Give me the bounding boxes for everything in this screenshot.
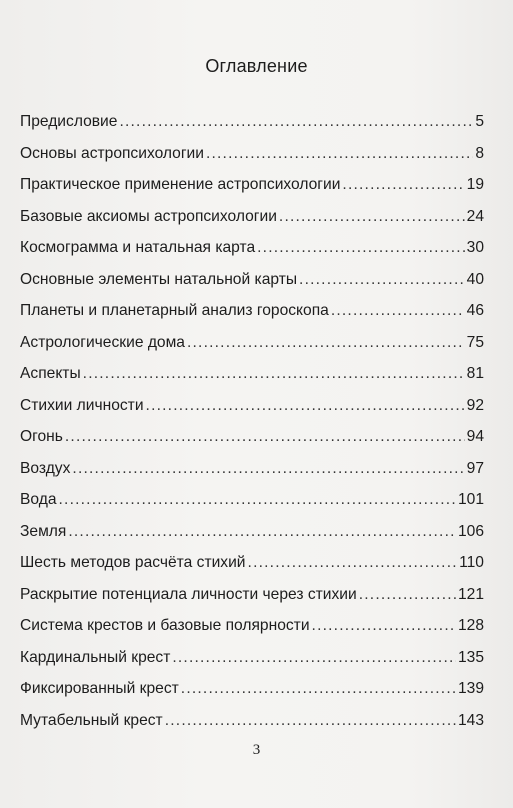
toc-entry-page: 75 bbox=[466, 333, 484, 351]
toc-entry-page: 94 bbox=[466, 428, 484, 445]
toc-entry-page: 143 bbox=[457, 711, 484, 729]
dot-leader bbox=[165, 712, 456, 730]
toc-entry-title: Шесть методов расчёта стихий bbox=[20, 554, 246, 571]
toc-entry-title: Мутабельный крест bbox=[20, 711, 163, 729]
toc-entry bbox=[20, 271, 484, 303]
toc-entry bbox=[20, 523, 484, 555]
toc-entry-page: 121 bbox=[457, 585, 484, 603]
dot-leader bbox=[248, 554, 458, 572]
toc-entry-page: 46 bbox=[466, 302, 484, 319]
toc-entry bbox=[20, 617, 484, 649]
toc-entry-title: Базовые аксиомы астропсихологии bbox=[20, 207, 277, 225]
toc-entry-title: Воздух bbox=[20, 459, 71, 477]
dot-leader bbox=[59, 491, 456, 509]
toc-entry bbox=[20, 397, 484, 429]
toc-entry-title: Основные элементы натальной карты bbox=[20, 270, 298, 288]
dot-leader bbox=[206, 145, 473, 163]
toc-entry-title: Система крестов и базовые полярности bbox=[20, 617, 310, 634]
toc-entry-title: Аспекты bbox=[20, 365, 81, 382]
toc-entry-title: Раскрытие потенциала личности через стихии bbox=[20, 585, 357, 603]
toc-entry-page: 8 bbox=[475, 144, 484, 162]
toc-entry bbox=[20, 649, 484, 681]
toc-heading: Оглавление bbox=[205, 56, 308, 76]
toc-entry-page: 24 bbox=[466, 207, 484, 225]
toc-entry-page: 106 bbox=[457, 522, 484, 540]
toc-entry-page: 110 bbox=[459, 554, 484, 571]
toc-entry bbox=[20, 460, 484, 492]
table-of-contents bbox=[20, 113, 484, 743]
toc-entry-title: Фиксированный крест bbox=[20, 680, 179, 697]
toc-entry-title: Стихии личности bbox=[20, 396, 144, 414]
toc-entry bbox=[20, 145, 484, 177]
dot-leader bbox=[342, 176, 464, 194]
toc-entry bbox=[20, 113, 484, 145]
toc-entry-page: 5 bbox=[475, 113, 484, 130]
toc-entry bbox=[20, 365, 484, 397]
toc-entry-title: Космограмма и натальная карта bbox=[20, 239, 256, 256]
dot-leader bbox=[146, 397, 465, 415]
toc-entry-title: Огонь bbox=[20, 428, 63, 445]
dot-leader bbox=[65, 428, 465, 446]
toc-entry-title: Кардинальный крест bbox=[20, 648, 171, 666]
toc-entry-page: 81 bbox=[466, 365, 484, 382]
toc-entry bbox=[20, 176, 484, 208]
toc-entry-page: 40 bbox=[466, 270, 484, 288]
page-number: 3 bbox=[252, 742, 261, 758]
dot-leader bbox=[68, 523, 456, 541]
toc-entry-page: 135 bbox=[457, 648, 484, 666]
toc-entry bbox=[20, 428, 484, 460]
toc-entry-title: Вода bbox=[20, 491, 57, 508]
toc-entry bbox=[20, 712, 484, 744]
toc-entry bbox=[20, 491, 484, 523]
toc-entry bbox=[20, 334, 484, 366]
toc-entry-title: Планеты и планетарный анализ гороскопа bbox=[20, 302, 329, 319]
dot-leader bbox=[312, 617, 456, 635]
toc-entry-page: 30 bbox=[466, 239, 484, 256]
toc-entry-page: 139 bbox=[457, 680, 484, 697]
toc-entry-title: Предисловие bbox=[20, 113, 118, 130]
dot-leader bbox=[299, 271, 465, 289]
dot-leader bbox=[331, 302, 465, 320]
toc-entry bbox=[20, 680, 484, 712]
toc-entry-title: Земля bbox=[20, 522, 67, 540]
toc-entry-title: Практическое применение астропсихологии bbox=[20, 176, 341, 193]
toc-entry-page: 92 bbox=[466, 396, 484, 414]
dot-leader bbox=[187, 334, 465, 352]
dot-leader bbox=[119, 113, 473, 131]
dot-leader bbox=[83, 365, 465, 383]
dot-leader bbox=[257, 239, 465, 257]
toc-entry-page: 19 bbox=[466, 176, 484, 193]
toc-entry-page: 101 bbox=[457, 491, 484, 508]
toc-entry-page: 97 bbox=[466, 459, 484, 477]
toc-entry-title: Астрологические дома bbox=[20, 333, 185, 351]
dot-leader bbox=[359, 586, 456, 604]
toc-entry bbox=[20, 239, 484, 271]
toc-entry bbox=[20, 586, 484, 618]
dot-leader bbox=[72, 460, 464, 478]
toc-entry bbox=[20, 554, 484, 586]
dot-leader bbox=[181, 680, 456, 698]
dot-leader bbox=[279, 208, 465, 226]
toc-entry-title: Основы астропсихологии bbox=[20, 144, 204, 162]
toc-entry bbox=[20, 302, 484, 334]
dot-leader bbox=[172, 649, 456, 667]
toc-entry bbox=[20, 208, 484, 240]
toc-entry-page: 128 bbox=[457, 617, 484, 634]
